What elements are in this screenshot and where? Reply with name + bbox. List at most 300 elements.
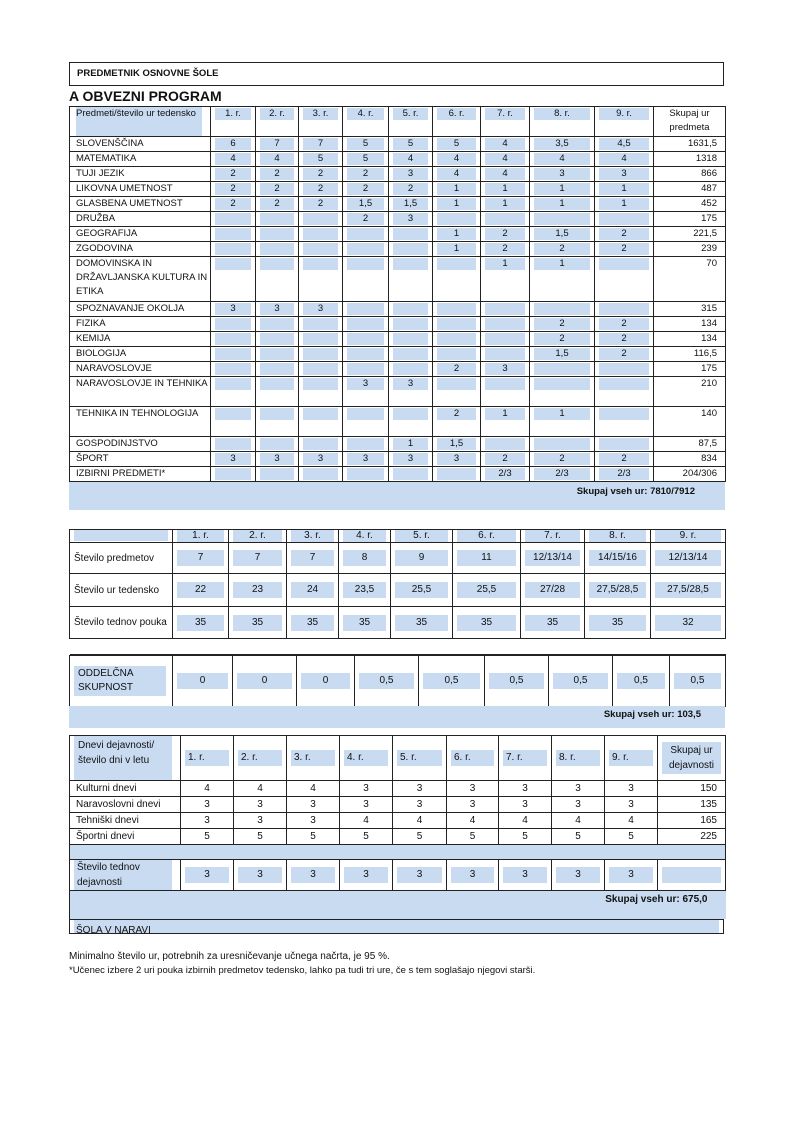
activity-value: 3: [552, 797, 605, 813]
weekly-value-text: 14/15/16: [589, 550, 646, 566]
value-cell: [433, 377, 481, 407]
value-fill: [599, 363, 649, 375]
value-wrap: [389, 437, 432, 451]
activity-weeks-row: [70, 860, 726, 891]
value-text: 4: [502, 138, 508, 149]
value-text: 1: [453, 183, 460, 194]
value-fill: [347, 333, 384, 345]
weekly-grade-header: [391, 530, 453, 543]
value-cell: [343, 452, 389, 467]
value-wrap: [530, 302, 594, 316]
weekly-value: [453, 543, 521, 574]
value-wrap: [211, 152, 255, 166]
activity-row-label: Tehniški dnevi: [70, 813, 181, 829]
value-text: 4: [453, 168, 460, 179]
value-fill: [437, 258, 476, 270]
activity-value: 3: [287, 813, 340, 829]
value-text: 1: [453, 228, 460, 239]
weekly-value: [521, 543, 585, 574]
activity-grade-text: 1. r.: [185, 750, 229, 766]
value-fill: [534, 438, 590, 450]
activity-value: 3: [447, 797, 499, 813]
subject-name-text: DOMOVINSKA IN DRŽAVLJANSKA KULTURA IN ETIKA: [76, 258, 208, 297]
weekly-value-text: 27/28: [525, 582, 580, 598]
value-wrap: [481, 137, 529, 151]
value-text: 2. r.: [269, 108, 285, 119]
value-text: 2/3: [498, 468, 512, 479]
value-wrap: [256, 242, 298, 256]
weekly-value: [339, 543, 391, 574]
value-text: 2: [453, 408, 460, 419]
value-cell: [530, 437, 595, 452]
value-cell: [481, 182, 530, 197]
activity-value: 4: [605, 813, 658, 829]
value-cell: [343, 107, 389, 137]
value-text: 1: [502, 258, 508, 269]
value-wrap: [433, 107, 480, 136]
weekly-value-text: 27,5/28,5: [589, 582, 646, 598]
weekly-value: [651, 574, 726, 607]
subject-name: [70, 302, 211, 317]
value-cell: [481, 317, 530, 332]
value-wrap: [530, 332, 594, 346]
value-cell: [211, 437, 256, 452]
value-cell: [343, 197, 389, 212]
activity-value: 3: [499, 781, 552, 797]
subject-name-text: BIOLOGIJA: [76, 348, 127, 359]
value-cell: [211, 137, 256, 152]
community-value: [613, 656, 670, 707]
value-cell: [481, 137, 530, 152]
value-fill: [485, 438, 525, 450]
activity-weeks-value: [181, 860, 234, 891]
value-text: 1: [502, 183, 508, 194]
value-cell: [343, 317, 389, 332]
subject-name: [70, 242, 211, 257]
value-wrap: [256, 212, 298, 226]
value-fill: [347, 363, 384, 375]
activity-weeks-value: [340, 860, 393, 891]
value-cell: [481, 467, 530, 482]
subject-name-text: IZBIRNI PREDMETI*: [76, 468, 166, 479]
value-cell: [481, 227, 530, 242]
value-cell: [481, 197, 530, 212]
value-cell: [389, 242, 433, 257]
weekly-value: [521, 607, 585, 639]
value-wrap: [481, 347, 529, 361]
subject-row: [70, 347, 726, 362]
weekly-value-text: 35: [589, 615, 646, 631]
value-wrap: [299, 467, 342, 481]
subject-row: [70, 197, 726, 212]
value-wrap: [595, 197, 653, 211]
value-text: 1: [453, 198, 460, 209]
value-fill: [215, 468, 251, 480]
value-text: 4,5: [617, 138, 631, 149]
weekly-row-label-text: Število tednov pouka: [74, 617, 167, 628]
value-wrap: [343, 227, 388, 241]
value-wrap: [343, 152, 388, 166]
value-wrap: [530, 137, 594, 151]
value-cell: [433, 332, 481, 347]
value-wrap: [389, 182, 432, 196]
value-text: 4: [407, 153, 414, 164]
value-fill: [534, 363, 590, 375]
value-cell: [595, 407, 654, 437]
value-cell: [256, 317, 299, 332]
value-cell: [389, 302, 433, 317]
weekly-value: [585, 543, 651, 574]
weekly-value: [173, 607, 229, 639]
value-fill: [260, 348, 294, 360]
value-cell: [343, 137, 389, 152]
activity-value: 5: [287, 829, 340, 845]
value-wrap: [256, 317, 298, 331]
value-wrap: [433, 437, 480, 451]
value-text: 2: [502, 228, 508, 239]
value-cell: [389, 437, 433, 452]
value-cell: [211, 107, 256, 137]
value-wrap: [595, 347, 653, 361]
activity-grade-header: [393, 736, 447, 781]
subject-name-text: GLASBENA UMETNOST: [76, 198, 183, 209]
weekly-value-text: 25,5: [457, 582, 516, 598]
value-text: 1: [559, 183, 565, 194]
value-cell: [481, 107, 530, 137]
subject-total: 487: [654, 182, 726, 197]
value-fill: [260, 318, 294, 330]
value-fill: [393, 228, 428, 240]
value-fill: [303, 438, 338, 450]
value-wrap: [343, 242, 388, 256]
value-fill: [437, 333, 476, 345]
subject-row: [70, 167, 726, 182]
weekly-value: [173, 574, 229, 607]
weekly-summary-table: [69, 529, 726, 639]
value-wrap: [211, 212, 255, 226]
value-cell: [595, 152, 654, 167]
value-wrap: [299, 332, 342, 346]
value-wrap: [211, 137, 255, 151]
value-cell: [595, 167, 654, 182]
activity-weeks-value-text: 3: [556, 867, 600, 883]
value-text: 3: [362, 378, 369, 389]
value-wrap: [389, 257, 432, 301]
activity-weeks-value-text: 3: [397, 867, 442, 883]
value-wrap: [481, 107, 529, 136]
weekly-value: [287, 607, 339, 639]
value-wrap: [481, 377, 529, 406]
value-wrap: [389, 107, 432, 136]
value-text: 2: [621, 348, 627, 359]
value-fill: [347, 258, 384, 270]
weekly-value-text: 8: [343, 550, 386, 566]
activity-total: Skupaj vseh ur: 675,0: [70, 891, 726, 919]
value-wrap: [256, 407, 298, 436]
value-wrap: [481, 467, 529, 481]
value-text: 2: [453, 363, 460, 374]
weekly-row-label-text: Število predmetov: [74, 552, 155, 564]
value-fill: [347, 228, 384, 240]
value-text: 5. r.: [402, 108, 419, 119]
value-wrap: [389, 452, 432, 466]
value-fill: [303, 318, 338, 330]
value-wrap: [299, 452, 342, 466]
value-wrap: [481, 452, 529, 466]
value-text: 2: [317, 198, 324, 209]
value-text: 1: [559, 198, 565, 209]
value-fill: [485, 378, 525, 390]
value-wrap: [343, 407, 388, 436]
value-wrap: [433, 362, 480, 376]
value-cell: [211, 302, 256, 317]
value-text: 3: [274, 453, 280, 464]
value-fill: [260, 408, 294, 420]
value-wrap: [389, 377, 432, 406]
value-wrap: [299, 317, 342, 331]
value-fill: [215, 408, 251, 420]
value-fill: [215, 243, 251, 255]
value-cell: [389, 137, 433, 152]
community-value: [355, 656, 419, 707]
value-cell: [389, 452, 433, 467]
value-wrap: [256, 452, 298, 466]
value-wrap: [433, 212, 480, 226]
subject-name-text: KEMIJA: [76, 333, 111, 344]
value-wrap: [343, 257, 388, 301]
value-wrap: [299, 152, 342, 166]
value-text: 3: [317, 453, 324, 464]
activity-grade-text: 7. r.: [503, 750, 547, 766]
value-cell: [211, 347, 256, 362]
value-wrap: [595, 242, 653, 256]
community-value: [173, 656, 233, 707]
value-cell: [481, 242, 530, 257]
value-wrap: [343, 197, 388, 211]
value-wrap: [481, 167, 529, 181]
value-wrap: [433, 257, 480, 301]
value-cell: [389, 257, 433, 302]
value-fill: [534, 378, 590, 390]
activity-weeks-value-text: 3: [238, 867, 282, 883]
value-text: 2/3: [555, 468, 569, 479]
community-value: [670, 656, 726, 707]
value-text: 1: [453, 243, 460, 254]
value-cell: [530, 182, 595, 197]
value-fill: [393, 303, 428, 315]
value-fill: [599, 258, 649, 270]
value-wrap: [211, 182, 255, 196]
value-cell: [389, 317, 433, 332]
activity-head-text: Dnevi dejavnosti/število dni v letu: [74, 736, 172, 780]
value-text: 3: [559, 168, 565, 179]
value-fill: [347, 318, 384, 330]
value-cell: [343, 242, 389, 257]
value-wrap: [256, 377, 298, 406]
activity-value: 5: [234, 829, 287, 845]
value-cell: [256, 182, 299, 197]
value-text: 2: [559, 333, 565, 344]
weekly-value-text: 32: [655, 615, 721, 631]
weekly-value-text: 9: [395, 550, 448, 566]
activity-value: 3: [234, 813, 287, 829]
activity-weeks-value: [605, 860, 658, 891]
value-fill: [260, 363, 294, 375]
weekly-grade-text: 5. r.: [395, 530, 448, 542]
weekly-value-text: 23: [233, 582, 282, 598]
subject-row: [70, 317, 726, 332]
community-value-text: 0,5: [553, 673, 608, 689]
value-wrap: [530, 377, 594, 406]
value-text: 8. r.: [554, 108, 570, 119]
community-value-text: 0,5: [489, 673, 544, 689]
weekly-grade-text: 7. r.: [525, 530, 580, 542]
subject-name: [70, 227, 211, 242]
value-text: 7: [317, 138, 324, 149]
value-cell: [343, 377, 389, 407]
value-cell: [211, 167, 256, 182]
value-cell: [211, 467, 256, 482]
value-wrap: [211, 167, 255, 181]
activity-weeks-label-text: Število tednov dejavnosti: [74, 860, 172, 890]
value-cell: [299, 437, 343, 452]
value-cell: [530, 347, 595, 362]
subject-row: [70, 137, 726, 152]
weekly-value: [229, 543, 287, 574]
activity-row: [70, 797, 726, 813]
value-wrap: [433, 167, 480, 181]
activity-weeks-label: [70, 860, 181, 891]
value-text: 5: [453, 138, 460, 149]
activity-weeks-value: [499, 860, 552, 891]
value-cell: [343, 167, 389, 182]
subject-total: 134: [654, 317, 726, 332]
value-fill: [437, 378, 476, 390]
value-fill: [534, 213, 590, 225]
value-cell: [433, 152, 481, 167]
value-cell: [481, 167, 530, 182]
value-wrap: [389, 212, 432, 226]
nature-school-box: [69, 919, 724, 934]
value-wrap: [389, 362, 432, 376]
value-wrap: [530, 242, 594, 256]
activity-weeks-value: [234, 860, 287, 891]
activity-row-label: Naravoslovni dnevi: [70, 797, 181, 813]
value-cell: [299, 302, 343, 317]
value-cell: [211, 362, 256, 377]
value-cell: [256, 332, 299, 347]
weekly-grade-text: 8. r.: [589, 530, 646, 542]
weekly-value-text: 7: [177, 550, 224, 566]
weekly-grade-text: 9. r.: [655, 530, 721, 542]
value-cell: [299, 452, 343, 467]
activity-value: 3: [393, 797, 447, 813]
value-cell: [389, 212, 433, 227]
community-label: [70, 656, 173, 707]
value-cell: [211, 182, 256, 197]
subject-name-text: SLOVENŠČINA: [76, 138, 144, 149]
activity-value: 5: [605, 829, 658, 845]
value-text: 2: [502, 243, 508, 254]
value-wrap: [343, 467, 388, 481]
value-wrap: [211, 347, 255, 361]
value-cell: [256, 362, 299, 377]
value-text: 4: [230, 153, 236, 164]
value-cell: [343, 467, 389, 482]
community-label-text: ODDELČNA SKUPNOST: [74, 666, 166, 696]
value-cell: [595, 227, 654, 242]
value-fill: [215, 438, 251, 450]
value-cell: [211, 212, 256, 227]
subject-name-text: ZGODOVINA: [76, 243, 134, 254]
value-cell: [299, 467, 343, 482]
weekly-value: [391, 543, 453, 574]
value-wrap: [433, 137, 480, 151]
weekly-value-text: 35: [291, 615, 334, 631]
value-cell: [433, 227, 481, 242]
value-fill: [215, 333, 251, 345]
value-cell: [211, 377, 256, 407]
weekly-corner-fill: [74, 530, 168, 541]
value-fill: [260, 258, 294, 270]
value-wrap: [211, 377, 255, 406]
value-wrap: [433, 302, 480, 316]
weekly-grade-header: [651, 530, 726, 543]
value-cell: [530, 317, 595, 332]
community-value-text: 0,5: [423, 673, 480, 689]
weekly-value-text: 23,5: [343, 582, 386, 598]
value-wrap: [595, 167, 653, 181]
value-cell: [256, 137, 299, 152]
activity-grade-text: 4. r.: [344, 750, 388, 766]
value-fill: [534, 303, 590, 315]
value-cell: [433, 302, 481, 317]
activity-grade-text: 2. r.: [238, 750, 282, 766]
value-text: 2: [621, 333, 627, 344]
value-wrap: [595, 182, 653, 196]
weekly-value-text: 35: [457, 615, 516, 631]
activity-value: 3: [340, 781, 393, 797]
value-cell: [595, 362, 654, 377]
weekly-row-label: [70, 607, 173, 639]
value-wrap: [343, 212, 388, 226]
activity-grade-text: 9. r.: [609, 750, 653, 766]
value-wrap: [299, 137, 342, 151]
value-wrap: [211, 302, 255, 316]
activity-value: 5: [499, 829, 552, 845]
value-wrap: [595, 452, 653, 466]
value-wrap: [256, 362, 298, 376]
value-cell: [481, 437, 530, 452]
value-wrap: [595, 332, 653, 346]
value-fill: [303, 348, 338, 360]
community-value: [233, 656, 297, 707]
value-text: 3: [453, 453, 460, 464]
value-cell: [299, 167, 343, 182]
value-cell: [595, 212, 654, 227]
value-text: 4: [621, 153, 627, 164]
value-fill: [393, 243, 428, 255]
value-cell: [343, 227, 389, 242]
activity-row-total: 150: [658, 781, 726, 797]
value-cell: [530, 167, 595, 182]
value-cell: [530, 452, 595, 467]
value-text: 7: [274, 138, 280, 149]
value-text: 4: [559, 153, 565, 164]
activity-grade-text: 8. r.: [556, 750, 600, 766]
value-cell: [433, 167, 481, 182]
subjects-head-text: Predmeti/število ur tedensko: [76, 107, 202, 136]
